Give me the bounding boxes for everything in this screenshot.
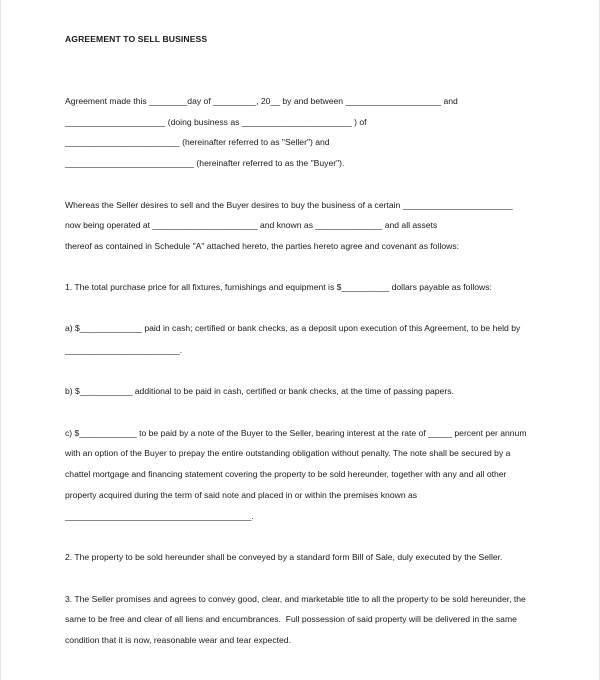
clause-c-line: property acquired during the term of said note and placed in or within the premises known as [65,490,418,500]
clause-b-line: b) $___________ additional to be paid in cash, certified or bank checks, at the time of passing papers. [65,386,454,396]
clause-1-line: 1. The total purchase price for all fixtures, furnishings and equipment is $__________ dollars payable as follows: [65,282,492,292]
clause-c-line: chattel mortgage and financing statement covering the property to be sold hereunder, together with any and all other [65,469,507,479]
clause-c-line: c) $____________ to be paid by a note of the Buyer to the Seller, bearing interest at the rate of _____ percent per annum [65,428,527,438]
clause-3-line: same to be free and clear of all liens and encumbrances. Full possession of said property will be delivered in the same [65,614,517,624]
paragraph-line: ___________________________ (hereinafter referred to as the "Buyer"). [65,158,345,168]
clause-a-line: ________________________. [65,345,183,355]
paragraph-line: now being operated at ______________________ and known as ______________ and all assets [65,220,438,230]
paragraph-line: _____________________ (doing business as _______________________ ) of [65,117,367,127]
paragraph-line: Whereas the Seller desires to sell and the Buyer desires to buy the business of a certain _______________________ [65,200,513,210]
paragraph-line: Agreement made this ________day of _________, 20__ by and between ____________________ and [65,96,458,106]
document-title: AGREEMENT TO SELL BUSINESS [65,34,208,44]
paragraph-line: thereof as contained in Schedule "A" attached hereto, the parties hereto agree and covenant as follows: [65,241,460,251]
clause-c-line: with an option of the Buyer to prepay the entire outstanding obligation without penalty. The note shall be secured by a [65,448,511,458]
clause-c-line: _______________________________________. [65,511,254,521]
paragraph-line: ________________________ (hereinafter referred to as "Seller") and [65,137,330,147]
clause-3-line: 3. The Seller promises and agrees to convey good, clear, and marketable title to all the property to be sold hereunder, the [65,594,526,604]
clause-a-line: a) $_____________ paid in cash; certified or bank checks, as a deposit upon execution of this Agreement, to be held by [65,323,521,333]
clause-3-line: condition that it is now, reasonable wear and tear expected. [65,635,291,645]
clause-2-line: 2. The property to be sold hereunder shall be conveyed by a standard form Bill of Sale, duly executed by the Seller. [65,552,503,562]
